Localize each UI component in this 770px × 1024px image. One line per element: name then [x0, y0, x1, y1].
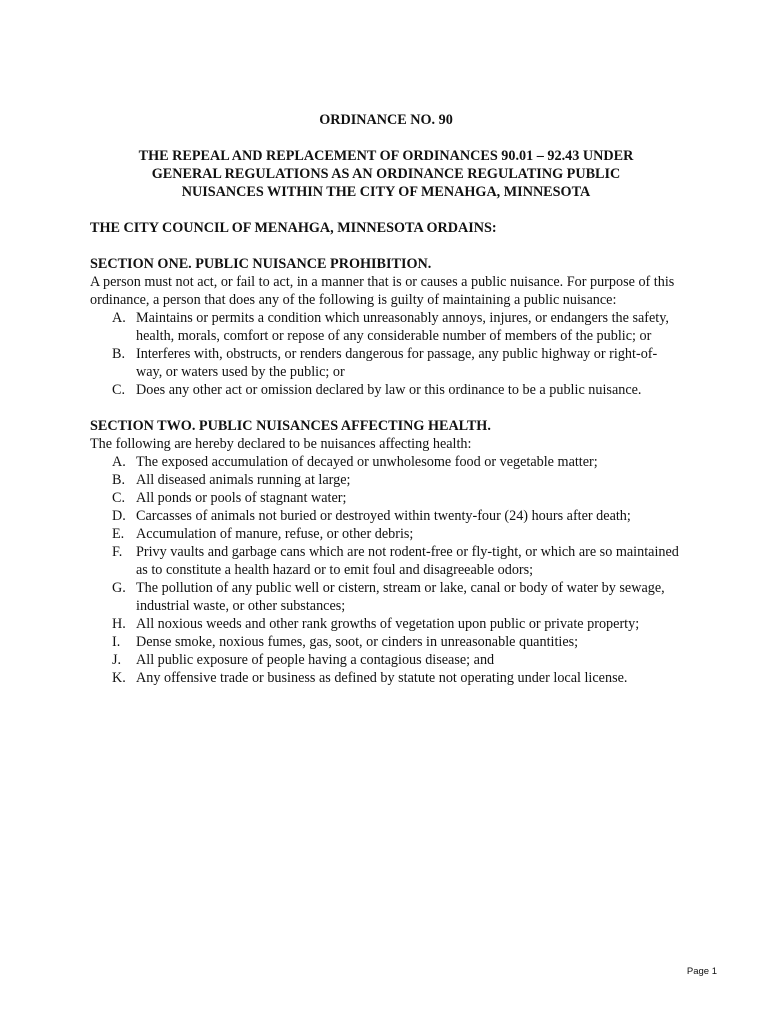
- section-intro: A person must not act, or fail to act, in a manner that is or causes a public nuisance. For purpose of this ordinance, a person that does any of the following is guilty of maintaining a public nuisance:: [90, 274, 675, 308]
- list-item: [90, 471, 682, 489]
- list-marker: A.: [112, 454, 126, 470]
- list-marker: E.: [112, 526, 125, 542]
- list-item: [90, 381, 682, 399]
- list-marker: C.: [112, 490, 126, 506]
- list-marker: G.: [112, 580, 126, 596]
- list-marker: J.: [112, 652, 122, 668]
- list-item-text: Privy vaults and garbage cans which are not rodent-free or fly-tight, or which are so maintained as to constitute a health hazard or to emit foul and disagreeable odors;: [136, 544, 679, 578]
- list-item-text: All diseased animals running at large;: [136, 472, 351, 488]
- list-item: [90, 543, 682, 579]
- list-item-text: All public exposure of people having a contagious disease; and: [136, 652, 495, 668]
- list-item: [90, 489, 682, 507]
- section-intro: The following are hereby declared to be nuisances affecting health:: [90, 436, 472, 452]
- list-marker: B.: [112, 472, 126, 488]
- list-item: [90, 507, 682, 525]
- list-item-text: Interferes with, obstructs, or renders dangerous for passage, any public highway or right-of-way, or waters used by the public; or: [136, 346, 658, 380]
- list-item: [90, 579, 682, 615]
- ordinance-title: ORDINANCE NO. 90: [319, 112, 453, 128]
- list-item-text: Accumulation of manure, refuse, or other debris;: [136, 526, 414, 542]
- list-marker: F.: [112, 544, 123, 560]
- list-item: [90, 615, 682, 633]
- section-two: [90, 417, 682, 687]
- list-item: [90, 453, 682, 471]
- list-item: [90, 669, 682, 687]
- section-list: [90, 309, 682, 399]
- list-item: [90, 525, 682, 543]
- page-number: Page 1: [686, 966, 717, 977]
- list-item-text: All noxious weeds and other rank growths of vegetation upon public or private property;: [136, 616, 640, 632]
- list-item-text: Maintains or permits a condition which unreasonably annoys, injures, or endangers the safety, health, morals, comfort or repose of any considerable number of members of the public; or: [136, 310, 669, 344]
- section-list: [90, 453, 682, 687]
- council-statement: THE CITY COUNCIL OF MENAHGA, MINNESOTA ORDAINS:: [90, 220, 497, 236]
- list-item: [90, 345, 682, 381]
- list-item: [90, 633, 682, 651]
- list-item-text: Does any other act or omission declared by law or this ordinance to be a public nuisance.: [136, 382, 642, 398]
- list-marker: K.: [112, 670, 126, 686]
- list-marker: B.: [112, 346, 126, 362]
- list-item-text: Carcasses of animals not buried or destroyed within twenty-four (24) hours after death;: [136, 508, 631, 524]
- list-marker: C.: [112, 382, 126, 398]
- list-marker: D.: [112, 508, 126, 524]
- list-item-text: The pollution of any public well or cistern, stream or lake, canal or body of water by sewage, industrial waste, or other substances;: [136, 580, 665, 614]
- ordinance-subtitle: THE REPEAL AND REPLACEMENT OF ORDINANCES 90.01 – 92.43 UNDER GENERAL REGULATIONS AS AN ORDINANCE REGULATING PUBLIC NUISANCES WITHIN THE CITY OF MENAHGA, MINNESOTA: [138, 148, 634, 200]
- section-one: [90, 255, 682, 399]
- list-item-text: Any offensive trade or business as defined by statute not operating under local license.: [136, 670, 628, 686]
- list-marker: I.: [112, 634, 121, 650]
- list-item-text: The exposed accumulation of decayed or unwholesome food or vegetable matter;: [136, 454, 598, 470]
- list-marker: A.: [112, 310, 126, 326]
- list-item: [90, 309, 682, 345]
- document-body: [90, 111, 682, 705]
- section-heading: SECTION ONE. PUBLIC NUISANCE PROHIBITION.: [90, 256, 432, 272]
- list-item-text: All ponds or pools of stagnant water;: [136, 490, 347, 506]
- section-heading: SECTION TWO. PUBLIC NUISANCES AFFECTING HEALTH.: [90, 418, 491, 434]
- list-marker: H.: [112, 616, 126, 632]
- list-item-text: Dense smoke, noxious fumes, gas, soot, or cinders in unreasonable quantities;: [136, 634, 579, 650]
- list-item: [90, 651, 682, 669]
